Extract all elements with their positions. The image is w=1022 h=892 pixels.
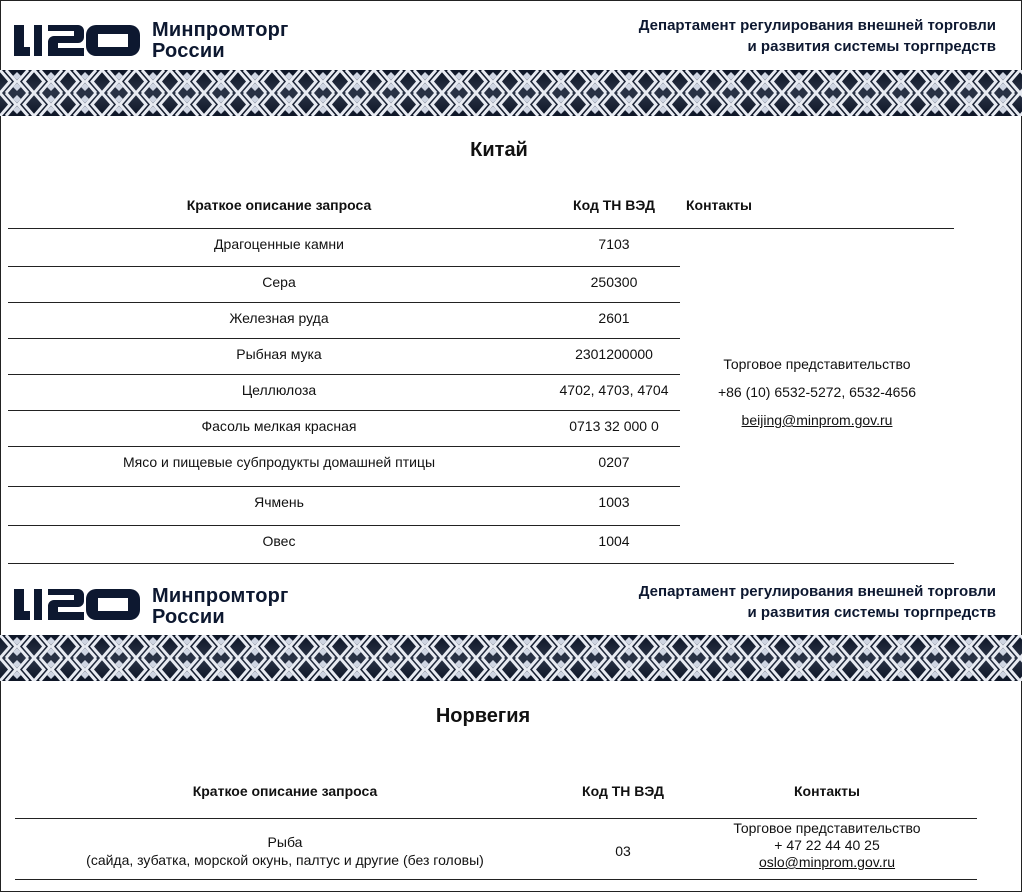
row-divider [8, 410, 680, 411]
dept-line-1: Департамент регулирования внешней торговли [638, 583, 996, 600]
brand-name [152, 20, 289, 62]
contact-phone: + 47 22 44 40 25 [774, 837, 880, 853]
row-code: 7103 [598, 236, 630, 252]
row-code: 4702, 4703, 4704 [559, 382, 669, 398]
contact-email-link[interactable]: beijing@minprom.gov.ru [741, 412, 893, 428]
row-description: Сера [262, 274, 296, 290]
brand-name [152, 586, 289, 628]
ornament-band-2 [0, 635, 1022, 681]
ornament-pattern-icon [0, 635, 1022, 681]
header-description: Краткое описание запроса [186, 197, 372, 213]
contact-org: Торговое представительство [723, 356, 911, 372]
row-code: 250300 [590, 274, 638, 290]
ornament-pattern-icon [0, 70, 1022, 116]
row-desc-line-2: (сайда, зубатка, морской окунь, палтус и другие (без головы) [86, 852, 484, 868]
row-description: Ячмень [254, 494, 304, 510]
row-code: 1004 [598, 533, 630, 549]
row-divider [8, 525, 680, 526]
row-divider [8, 302, 680, 303]
row-code: 0207 [598, 454, 630, 470]
china-contact [690, 350, 944, 434]
table-bottom-rule [15, 879, 977, 880]
row-description: Мясо и пищевые субпродукты домашней птицы [122, 454, 436, 470]
header-code: Код ТН ВЭД [573, 197, 655, 213]
table-top-rule [15, 818, 977, 819]
contact-email-link[interactable]: oslo@minprom.gov.ru [758, 854, 896, 870]
norway-contact [692, 820, 962, 871]
row-divider [8, 486, 680, 487]
brand-line-2: России [152, 606, 225, 628]
country-title-china: Китай [470, 139, 528, 161]
table-top-rule [8, 228, 954, 229]
row-code: 2301200000 [575, 346, 653, 362]
row-divider [8, 266, 680, 267]
row-code: 2601 [598, 310, 630, 326]
country-title-norway: Норвегия [435, 705, 531, 727]
contact-phone: +86 (10) 6532-5272, 6532-4656 [717, 384, 917, 400]
brand-line-1: Минпромторг [152, 585, 289, 607]
logo-120-icon [14, 586, 140, 622]
row-divider [8, 338, 680, 339]
brand-line-2: России [152, 40, 225, 62]
department-title [496, 581, 996, 623]
row-description: Драгоценные камни [214, 236, 344, 252]
row-description: Железная руда [229, 310, 329, 326]
header-contacts: Контакты [793, 783, 860, 799]
logo-120-icon [14, 22, 140, 58]
table-bottom-rule [8, 563, 954, 564]
department-title [496, 15, 996, 57]
row-description: Фасоль мелкая красная [201, 418, 357, 434]
row-description: Рыбная мука [236, 346, 322, 362]
norway-row-code: 03 [615, 843, 631, 859]
row-code: 0713 32 000 0 [569, 418, 659, 434]
dept-line-2: и развития системы торгпредств [747, 604, 996, 621]
ornament-band-1 [0, 70, 1022, 116]
dept-line-1: Департамент регулирования внешней торговли [638, 17, 996, 34]
row-divider [8, 446, 680, 447]
header-contacts: Контакты [686, 197, 753, 213]
row-desc-line-1: Рыба [267, 834, 303, 850]
row-code: 1003 [598, 494, 630, 510]
header-description: Краткое описание запроса [192, 783, 378, 799]
brand-line-1: Минпромторг [152, 19, 289, 41]
header-code: Код ТН ВЭД [582, 783, 664, 799]
row-description: Овес [262, 533, 296, 549]
row-description: Целлюлоза [241, 382, 317, 398]
contact-org: Торговое представительство [733, 820, 921, 836]
norway-row-description [15, 833, 555, 869]
row-divider [8, 374, 680, 375]
dept-line-2: и развития системы торгпредств [747, 38, 996, 55]
